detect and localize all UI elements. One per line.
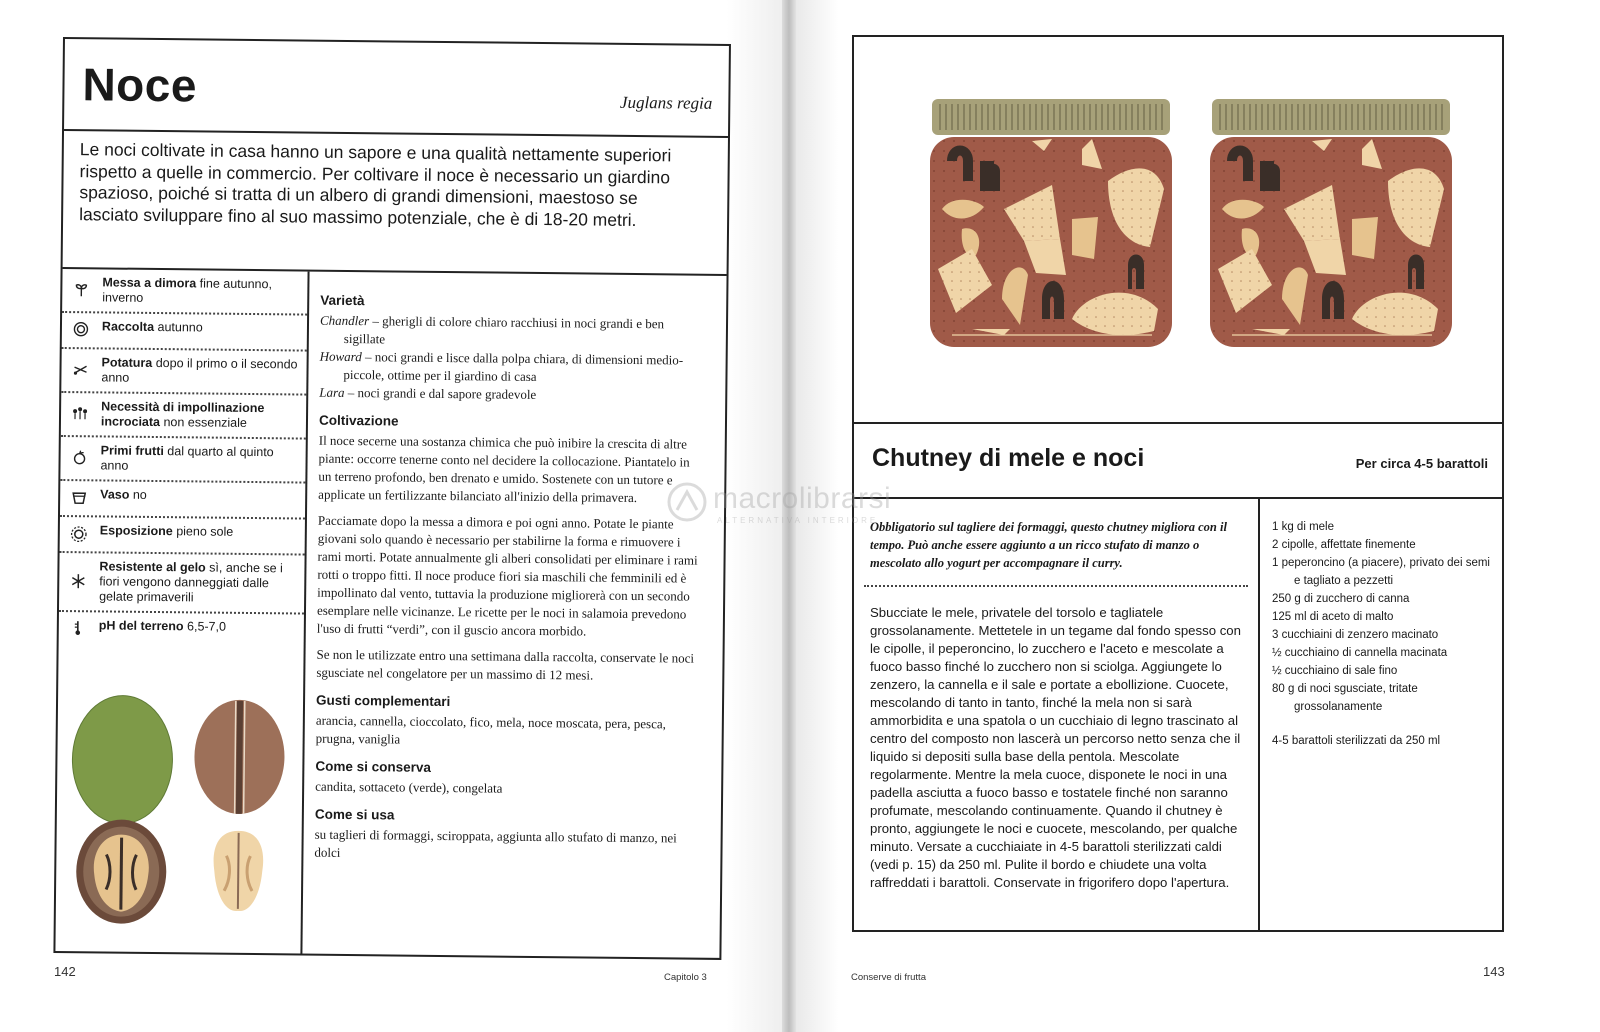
details-column [314,282,705,874]
flowers-icon [71,405,89,423]
fact-label: Primi frutti [100,443,164,459]
sprout-icon [72,281,90,299]
coltivazione-heading: Coltivazione [318,412,399,429]
fact-label: Esposizione [99,523,173,539]
usa-text: su taglieri di formaggi, sciroppata, aggiunta allo stufato di manzo, nei dolci [314,826,677,860]
watermark [665,480,905,530]
variety-name: Lara [319,384,345,400]
fact-item [62,313,307,352]
pot-icon [70,489,88,507]
variety-name: Chandler [319,312,370,329]
ingredient-item: 1 kg di mele [1272,521,1335,533]
varieta-heading: Varietà [320,292,365,309]
intro-text: Le noci coltivate in casa hanno un sapore e una qualità nettamente superiori rispetto a quelle in commercio. Per coltivare il noce è necessario un giardino spazioso, poiché si tratta di un albero di grandi dimensioni, maestoso se lasciato sviluppare fino al suo massimo potenziale, che è di 18-20 metri. [79,139,672,230]
coltivazione-paragraph: Il noce secerne una sostanza chimica che può inibire la crescita di altre piante: occorre tenerne conto nel decidere la collocazione. Piantatelo in un terreno profondo, ben drenato e umido. Sostenete con un tutore e applicate un fertilizzante bilanciato all'inizio della primavera. [318,432,690,506]
fact-value: non essenziale [159,415,247,430]
recipe-method: Sbucciate le mele, privatele del torsolo e tagliatele grossolanamente. Mettetele in un tegame dal fondo spesso con le cipolle, il peperoncino, lo zucchero e l'aceto e mescolate a fuoco basso finché lo zucchero non si sciolga. Aggiungete lo zenzero, la cannella e il sale e portate a ebollizione. Cuocete, mescolando di tanto in tanto, finché la mela non si sarà ammorbidita e una spatola o un cucchiaio di legno trascinato al centro del composto non lascerà un percorso netto senza che il liquido si depositi sulla base della pentola. Mescolate regolarmente. Mentre la mela cuoce, disponete le noci in una padella asciutta a fuoco basso e tostatele finché non saranno profumate, mescolando continuamente. Quando il chutney è pronto, aggiungete le noci e cuocete, mescolando, per qualche minuto. Versate a cucchiaiate in 4-5 barattoli sterilizzati caldi (vedi p. 15) da 250 ml. Pulite il bordo e chiudete una volta raffreddati i barattoli. Conservate in frigorifero dopo l'apertura. [870,605,1241,890]
walnut-illustration [66,689,299,931]
ingredient-item: ½ cucchiaino di sale fino [1272,665,1398,677]
ingredients-list [1272,518,1497,750]
fact-value: sì, anche se i fiori vengono danneggiati dalle gelate primaverili [99,560,283,605]
jar-right [1210,99,1452,347]
fact-label: pH del terreno [98,618,184,634]
fact-label: Vaso [100,487,130,502]
coltivazione-paragraph: Se non le utilizzate entro una settimana dalla raccolta, conservate le noci sgusciate nel congelatore per un massimo di 12 mesi. [316,646,695,683]
fact-value: fine autunno, inverno [102,276,273,305]
ingredient-item: 2 cipolle, affettate finemente [1272,539,1416,551]
latin-name: Juglans regia [619,92,713,113]
fact-item [60,517,305,556]
ingredient-item: 80 g di noci sgusciate, tritate grossolanamente [1272,683,1418,713]
fact-value: autunno [154,319,203,335]
fact-label: Resistente al gelo [99,559,206,575]
fact-value: dopo il primo o il secondo anno [101,355,298,385]
ingredient-item: 1 peperoncino (a piacere), privato dei semi e tagliato a pezzetti [1272,557,1490,587]
ingredient-item: 3 cucchiaini di zenzero macinato [1272,629,1439,641]
fact-item [59,612,304,649]
fact-item [62,269,307,316]
fact-value: pieno sole [172,524,234,539]
recipe-card [852,35,1504,932]
usa-heading: Come si usa [314,806,395,823]
fact-item [61,349,306,396]
facts-list [59,269,308,649]
variety-text: – noci grandi e dal sapore gradevole [344,384,537,402]
recipe-title: Chutney di mele e noci [872,444,1145,472]
fact-item [61,393,306,440]
page-number-left: 142 [54,964,76,979]
ingredient-item: 250 g di zucchero di canna [1272,593,1410,605]
sun-icon [70,525,88,543]
title-row [64,39,729,138]
fruit-icon [70,449,88,467]
page-number-right: 143 [1483,964,1505,979]
conserva-heading: Come si conserva [315,758,432,775]
gusti-text: arancia, cannella, cioccolato, fico, mela, noce moscata, pera, pesca, prugna, vaniglia [315,712,667,747]
fact-item [60,481,305,520]
fact-label: Raccolta [101,319,155,334]
ingredient-item: ½ cucchiaino di cannella macinata [1272,647,1448,659]
ingredient-item: 125 ml di aceto di malto [1272,611,1394,623]
dotted-divider [864,585,1248,587]
jar-left [930,99,1172,347]
target-icon [72,321,90,339]
running-head-right: Conserve di frutta [851,972,926,983]
plant-card [53,37,731,960]
fact-item [60,437,305,484]
fact-item [59,553,305,615]
shears-icon [71,361,89,379]
fact-value: no [129,487,147,502]
watermark-subtext: ALTERNATIVA INTERIORE [717,516,879,525]
watermark-logo-icon [665,480,709,524]
servings: Per circa 4-5 barattoli [1355,456,1488,471]
fact-value: dal quarto al quinto anno [100,444,274,473]
jars-illustration-panel [854,37,1502,424]
coltivazione-paragraph: Pacciamate dopo la messa a dimora e poi ogni anno. Potate le piante giovani solo quando è necessario per stabilirne la forma e rimuovere i rami morti. Potate annualmente gli alberi consolidati per eliminare i rami rotti o troppo fitti. Il noce produce fiori sia maschili che femminili ed è impollinato dal vento, tuttavia la produzione migliorerà con un secondo esemplare nelle vicinanze. Le ricette per le noci in salamoia prevedono l'uso di frutti “verdi”, con il guscio ancora morbido. [316,512,698,639]
gusti-heading: Gusti complementari [315,692,451,710]
thermometer-icon [69,620,87,638]
recipe-intro: Obbligatorio sul tagliere dei formaggi, questo chutney migliora con il tempo. Può anche essere aggiunto a un ricco stufato di manzo o mescolato allo yogurt per accompagnare il curry. [870,520,1227,570]
snowflake-icon [69,573,87,591]
variety-text: – gherigli di colore chiaro racchiusi in noci grandi e ben sigillate [343,313,665,347]
fact-value: 6,5-7,0 [183,619,227,634]
fact-label: Messa a dimora [102,275,197,291]
variety-item [319,384,704,406]
conserva-text: candita, sottaceto (verde), congelata [315,778,503,796]
fact-label: Potatura [101,355,153,370]
jars-illustration [854,37,1502,422]
fact-label: Necessità di impollinazione incrociata [100,399,265,430]
equipment-item: 4-5 barattoli sterilizzati da 250 ml [1272,735,1441,747]
variety-text: – noci grandi e lisce dalla polpa chiara, di dimensioni medio-piccole, ottime per il giardino di casa [343,349,684,384]
variety-item [319,348,704,388]
column-divider [1258,497,1260,930]
variety-item [320,312,705,352]
watermark-text: macrolibrarsi [713,482,892,515]
running-head-left: Capitolo 3 [664,972,707,983]
page-title: Noce [82,58,198,112]
variety-name: Howard [319,348,362,365]
recipe-title-row [854,424,1502,499]
